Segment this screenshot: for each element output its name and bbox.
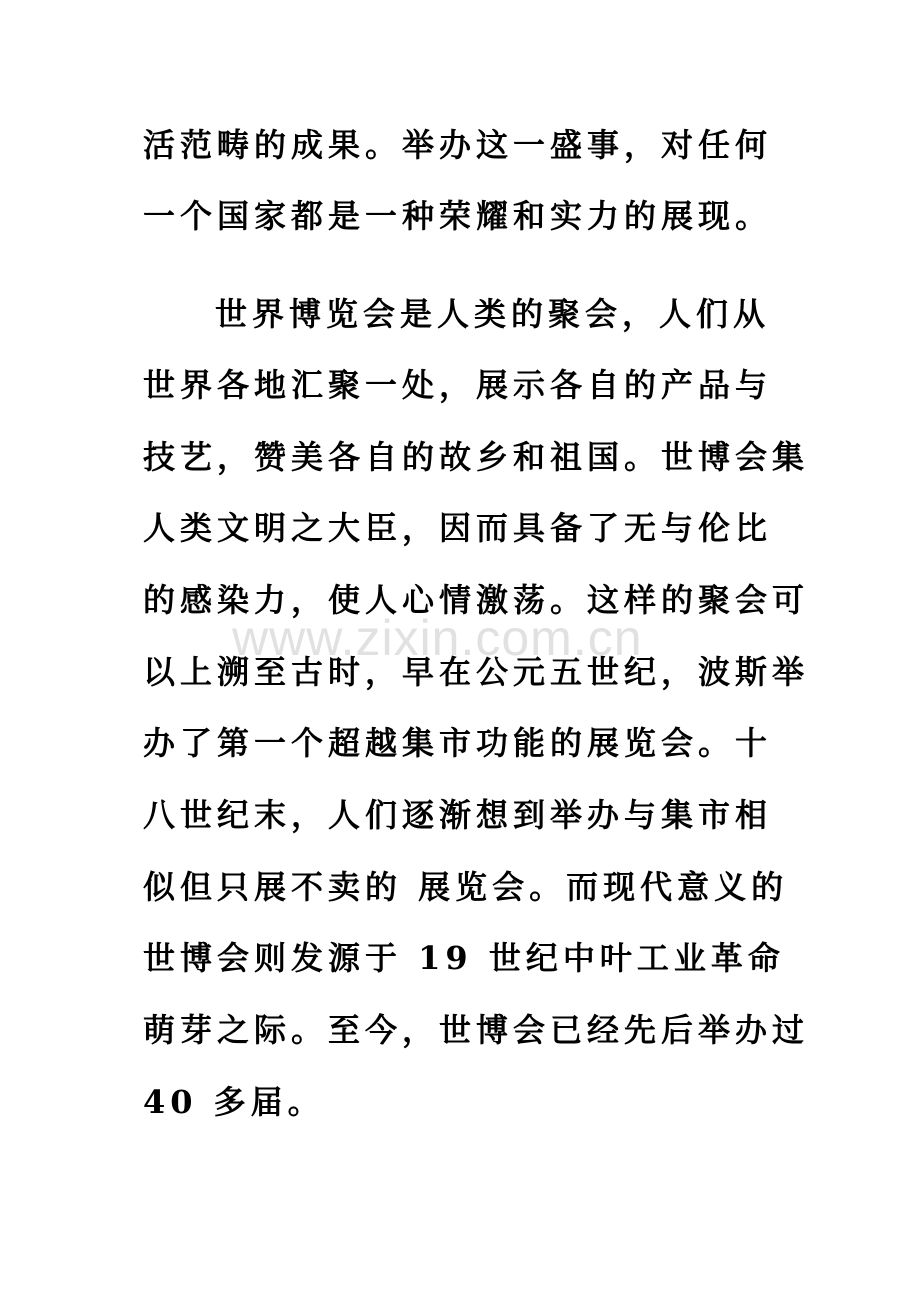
- text-line-14: 40 多届。: [143, 1083, 325, 1121]
- text-line-1: 活范畴的成果。举办这一盛事，对任何: [143, 126, 773, 164]
- watermark: www.zixin.com.cn: [232, 610, 643, 666]
- text-line-12: 世博会则发源于 19 世纪中叶工业革命: [143, 939, 785, 977]
- text-line-13: 萌芽之际。至今，世博会已经先后举办过: [143, 1011, 810, 1049]
- paragraph-2-first-line: 世界博览会是人类的聚会，人们从: [215, 295, 771, 333]
- text-line-9: 办了第一个超越集市功能的展览会。十: [143, 724, 773, 762]
- text-line-6: 人类文明之大臣，因而具备了无与伦比: [143, 509, 773, 547]
- text-line-2: 一个国家都是一种荣耀和实力的展现。: [143, 197, 773, 235]
- text-line-7: 的感染力，使人心情激荡。这样的聚会可: [143, 581, 810, 619]
- text-line-10: 八世纪末，人们逐渐想到举办与集市相: [143, 796, 773, 834]
- text-line-8: 以上溯至古时，早在公元五世纪，波斯举: [143, 653, 810, 691]
- text-line-4: 世界各地汇聚一处，展示各自的产品与: [143, 366, 773, 404]
- text-line-5: 技艺，赞美各自的故乡和祖国。世博会集: [143, 438, 810, 476]
- text-line-11: 似但只展不卖的 展览会。而现代意义的: [143, 868, 789, 906]
